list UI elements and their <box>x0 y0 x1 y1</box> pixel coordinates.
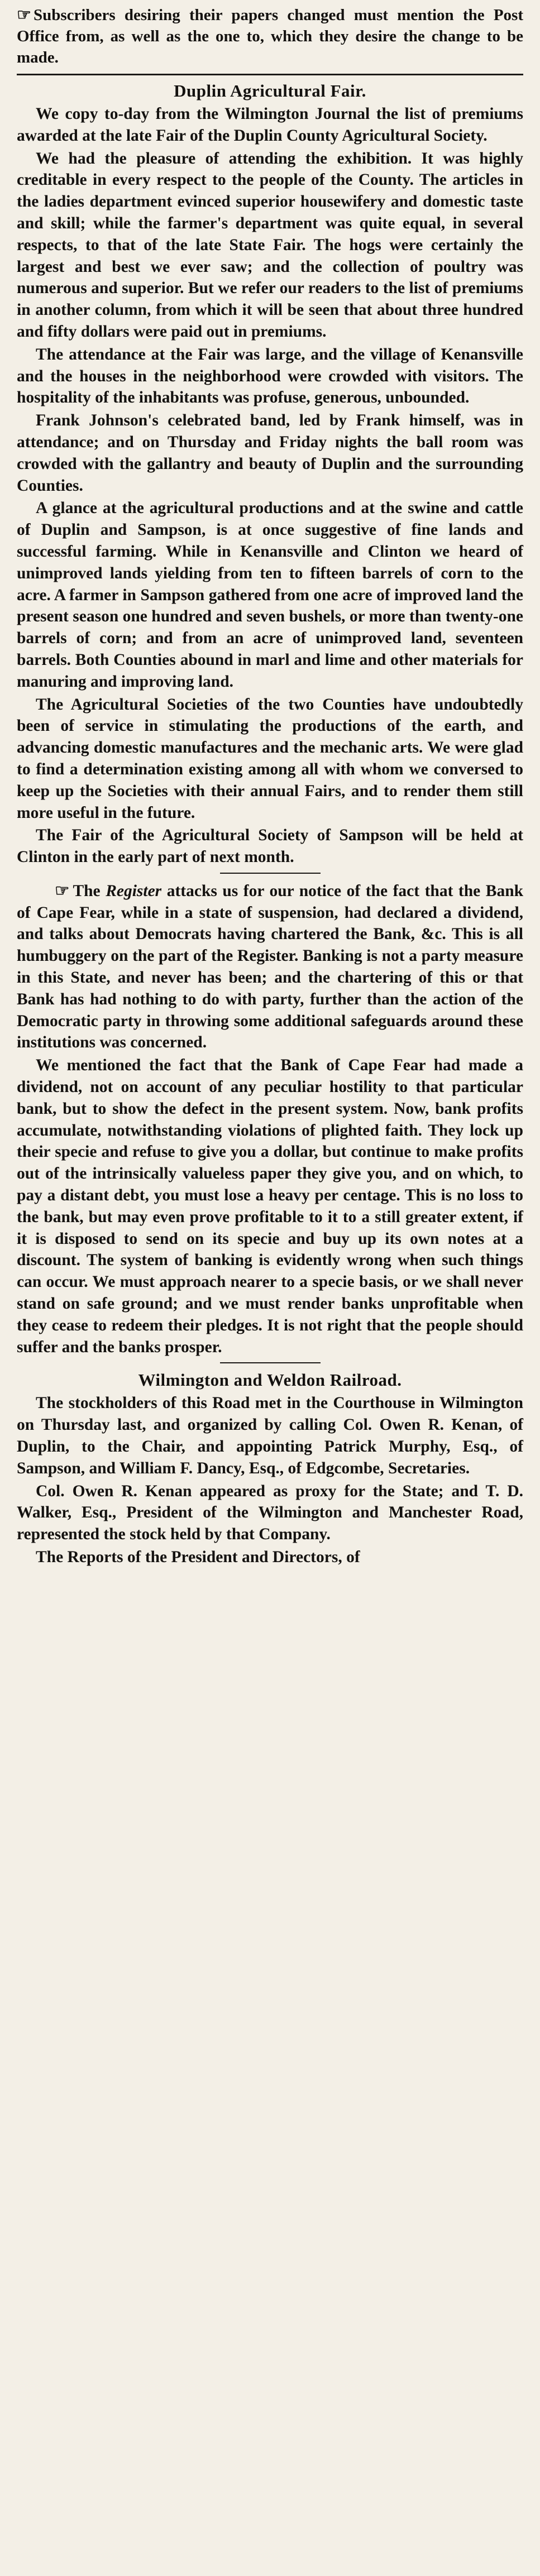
article-paragraph: Frank Johnson's celebrated band, led by Frank himself, was in attendance; and on Thursday and Friday nights the ball room was crowded with the gallantry and beauty of Duplin and the surrounding Counties. <box>17 411 523 495</box>
article-railroad <box>17 1370 523 1568</box>
article-duplin-fair <box>17 81 523 868</box>
article-paragraph: The attendance at the Fair was large, and the village of Kenansville and the houses in the neighborhood were crowded with visitors. The hospitality of the inhabitants was profuse, generous, unbounded. <box>17 345 523 407</box>
article-headline: Duplin Agricultural Fair. <box>174 81 366 100</box>
article-bank-register <box>17 880 523 1358</box>
article-paragraph: The Reports of the President and Directors, of <box>36 1548 360 1566</box>
article-paragraph: Col. Owen R. Kenan appeared as proxy for the State; and T. D. Walker, Esq., President of the Wilmington and Manchester Road, represented the stock held by that Company. <box>17 1482 523 1544</box>
section-divider <box>220 873 321 874</box>
section-divider <box>17 74 523 75</box>
article-paragraph: We copy to-day from the Wilmington Journal the list of premiums awarded at the late Fair of the Duplin County Agricultural Society. <box>17 105 523 145</box>
subscriber-notice <box>17 4 523 68</box>
article-paragraph: The stockholders of this Road met in the Courthouse in Wilmington on Thursday last, and organized by calling Col. Owen R. Kenan, of Duplin, to the Chair, and appointing Patrick Murphy, Esq., of Sampson, and William F. Dancy, Esq., of Edgcombe, Secretaries. <box>17 1394 523 1477</box>
article-paragraph: We had the pleasure of attending the exhibition. It was highly creditable in every respect to the people of the County. The articles in the ladies department evinced superior housewifery and domestic taste and skill; while the farmer's department was quite equal, in several respects, to that of the late State Fair. The hogs were certainly the largest and best we ever saw; and the collection of poultry was numerous and superior. But we refer our readers to the list of premiums in another column, from which it will be seen that about three hundred and fifty dollars were paid out in premiums. <box>17 149 523 341</box>
article-paragraph: A glance at the agricultural productions and at the swine and cattle of Duplin and Sampson, is at once suggestive of fine lands and successful farming. While in Kenansville and Clinton we heard of unimproved lands yielding from ten to fifteen barrels of corn to the acre. A farmer in Sampson gathered from one acre of improved land the present season one hundred and seven bushels, or more than twenty-one barrels of corn; and from an acre of unimproved land, seventeen barrels. Both Counties abound in marl and lime and other materials for manuring and improving land. <box>17 499 523 691</box>
article-paragraph: The Fair of the Agricultural Society of Sampson will be held at Clinton in the early part of next month. <box>17 826 523 866</box>
pointing-hand-icon: ☞ <box>17 6 30 24</box>
article-headline: Wilmington and Weldon Railroad. <box>138 1370 402 1390</box>
article-lead-paragraph <box>17 880 523 1054</box>
article-paragraph: The Agricultural Societies of the two Counties have undoubtedly been of service in stimulating the productions of the earth, and advancing domestic manufactures and the mechanic arts. We were glad to find a determination existing among all with whom we conversed to keep up the Societies with their annual Fairs, and to render them still more useful in the future. <box>17 695 523 822</box>
pointing-hand-icon: ☞ <box>55 882 70 900</box>
lead-text-start: The <box>73 882 101 900</box>
section-divider <box>220 1362 321 1363</box>
newspaper-name: Register <box>106 882 162 900</box>
lead-text-rest: attacks us for our notice of the fact that the Bank of Cape Fear, while in a state of suspension, had declared a dividend, and talks about Democrats having chartered the Bank, &c. This is all humbuggery on the part of the Register. Banking is not a party measure in this State, and never has been; and the chartering of this or that Bank has had nothing to do with party, further than the action of the Democratic party in throwing some additional safeguards around these institutions was concerned. <box>17 882 524 1052</box>
subscriber-notice-text: Subscribers desiring their papers changed must mention the Post Office from, as well as the one to, which they desire the change to be made. <box>17 6 523 66</box>
article-paragraph: We mentioned the fact that the Bank of Cape Fear had made a dividend, not on account of any peculiar hostility to that particular bank, but to show the defect in the present system. Now, bank profits accumulate, notwithstanding violations of plighted faith. They lock up their specie and refuse to give you a dollar, but continue to make profits out of the intrinsically valueless paper they give you, and on which, to pay a distant debt, you must lose a heavy per centage. This is no loss to the bank, but may even prove profitable to it to a still greater extent, if it is disposed to send on its specie and buy up its own notes at a discount. The system of banking is evidently wrong when such things can occur. We must approach nearer to a specie basis, or we shall never stand on safe ground; and we must render banks unprofitable when they cease to redeem their pledges. It is not right that the people should suffer and the banks prosper. <box>17 1056 523 1356</box>
